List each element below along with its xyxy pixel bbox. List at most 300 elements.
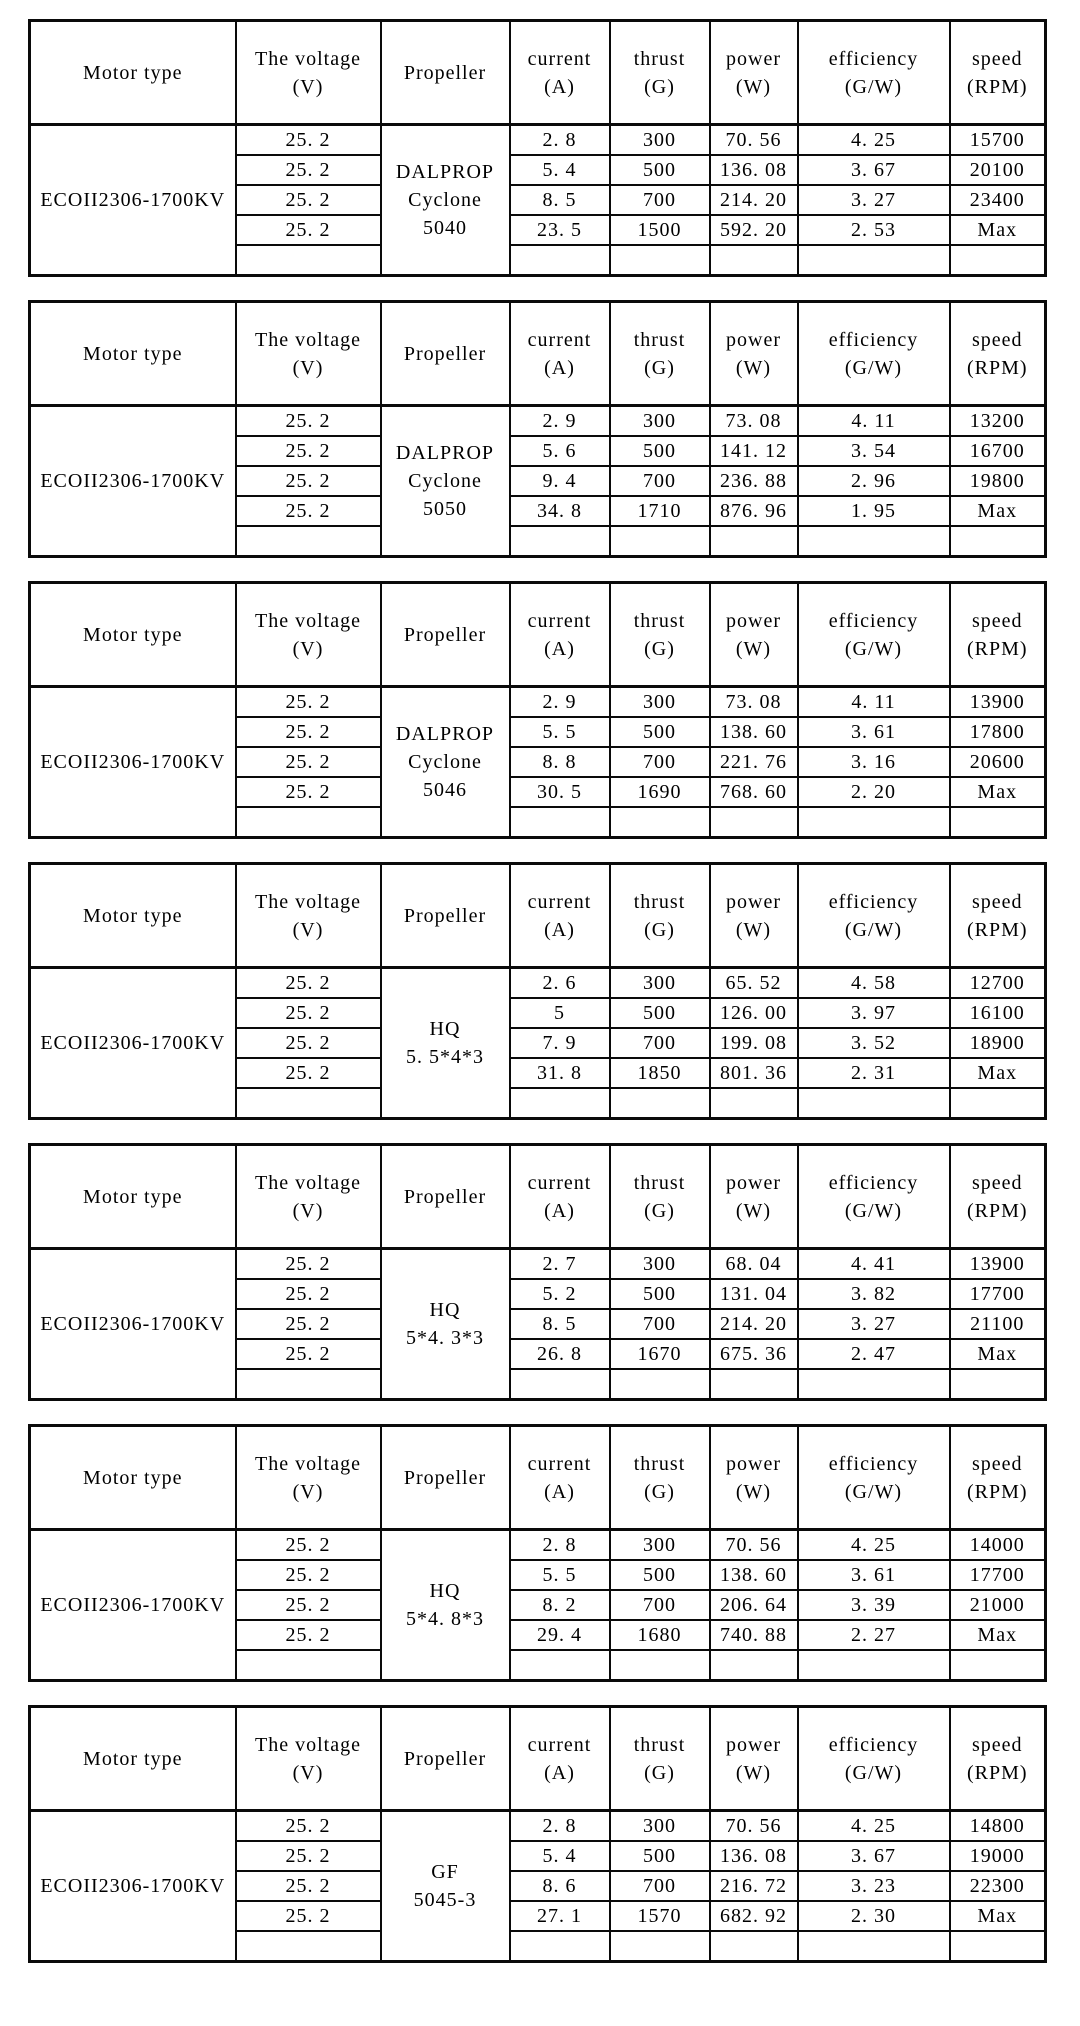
motor-type-cell-text: ECOII2306-1700KV [40, 189, 226, 211]
speed-cell [950, 1620, 1046, 1650]
header-cell-current-text: (A) [544, 356, 575, 379]
header-cell-efficiency-text: efficiency [828, 1452, 919, 1475]
header-cell-voltage-text: The voltage [255, 328, 361, 351]
current-cell [510, 406, 610, 437]
speed-cell [950, 1279, 1046, 1309]
voltage-cell [236, 1279, 381, 1309]
power-cell-text: 138. 60 [720, 721, 787, 743]
header-cell-current-text: (A) [544, 75, 575, 98]
data-row [30, 1811, 1046, 1842]
voltage-cell-text: 25. 2 [285, 781, 331, 803]
speed-cell [950, 406, 1046, 437]
header-cell-voltage-text: (V) [292, 918, 324, 941]
voltage-cell [236, 406, 381, 437]
header-cell-current-text: current [527, 328, 592, 351]
header-cell-current [510, 1426, 610, 1530]
header-cell-efficiency [798, 583, 950, 687]
empty-power-cell [710, 1369, 798, 1400]
speed-cell [950, 1811, 1046, 1842]
header-cell-current-text: (A) [544, 1480, 575, 1503]
current-cell-text: 27. 1 [537, 1905, 582, 1927]
header-cell-speed-text: (RPM) [966, 75, 1028, 98]
header-cell-motor-type-text: Motor type [83, 623, 183, 646]
speed-cell [950, 1058, 1046, 1088]
efficiency-cell [798, 155, 950, 185]
efficiency-cell-text: 2. 47 [851, 1343, 896, 1365]
efficiency-cell-text: 2. 96 [851, 470, 896, 492]
current-cell-text: 2. 8 [542, 129, 577, 151]
empty-efficiency-cell [798, 807, 950, 838]
speed-cell-text: 15700 [969, 129, 1025, 151]
speed-cell [950, 717, 1046, 747]
current-cell-text: 2. 7 [542, 1253, 577, 1275]
header-cell-speed-text: (RPM) [966, 1199, 1028, 1222]
propeller-cell-text: DALPROP [395, 723, 495, 745]
voltage-cell [236, 687, 381, 718]
voltage-cell [236, 1901, 381, 1931]
propeller-cell [381, 125, 510, 276]
voltage-cell-text: 25. 2 [285, 1002, 331, 1024]
efficiency-cell [798, 777, 950, 807]
efficiency-cell [798, 1058, 950, 1088]
motor-spec-table-4 [28, 862, 1047, 1120]
efficiency-cell [798, 496, 950, 526]
header-cell-propeller [381, 583, 510, 687]
header-cell-power-text: (W) [735, 637, 772, 660]
current-cell-text: 5 [554, 1002, 565, 1024]
propeller-cell-text: HQ [429, 1018, 461, 1040]
current-cell [510, 1309, 610, 1339]
speed-cell-text: 17800 [969, 721, 1025, 743]
data-row [30, 968, 1046, 999]
voltage-cell [236, 1590, 381, 1620]
speed-cell-text: 13900 [969, 691, 1025, 713]
efficiency-cell-text: 3. 27 [851, 189, 896, 211]
empty-power-cell [710, 1931, 798, 1962]
header-cell-efficiency-text: (G/W) [844, 356, 903, 379]
header-cell-propeller-text: Propeller [403, 623, 487, 646]
header-cell-motor-type-text: Motor type [83, 1185, 183, 1208]
speed-cell [950, 1309, 1046, 1339]
propeller-cell [381, 1249, 510, 1400]
header-cell-motor-type-text: Motor type [83, 342, 183, 365]
current-cell-text: 30. 5 [537, 781, 582, 803]
efficiency-cell [798, 1530, 950, 1561]
efficiency-cell-text: 3. 61 [851, 1564, 896, 1586]
power-cell [710, 1339, 798, 1369]
header-cell-current-text: (A) [544, 1761, 575, 1784]
current-cell [510, 717, 610, 747]
thrust-cell [610, 1339, 710, 1369]
header-cell-speed [950, 864, 1046, 968]
speed-cell [950, 215, 1046, 245]
voltage-cell-text: 25. 2 [285, 470, 331, 492]
voltage-cell [236, 1871, 381, 1901]
thrust-cell-text: 700 [643, 189, 676, 211]
power-cell [710, 1249, 798, 1280]
efficiency-cell-text: 2. 53 [851, 219, 896, 241]
current-cell-text: 8. 8 [542, 751, 577, 773]
efficiency-cell-text: 4. 25 [851, 1534, 896, 1556]
thrust-cell-text: 700 [643, 1594, 676, 1616]
propeller-cell [381, 1530, 510, 1681]
voltage-cell-text: 25. 2 [285, 1624, 331, 1646]
motor-type-cell [30, 406, 236, 557]
voltage-cell [236, 496, 381, 526]
header-cell-voltage [236, 302, 381, 406]
voltage-cell [236, 1811, 381, 1842]
header-cell-power [710, 583, 798, 687]
current-cell [510, 1901, 610, 1931]
voltage-cell-text: 25. 2 [285, 1905, 331, 1927]
speed-cell-text: Max [977, 1905, 1018, 1927]
power-cell [710, 215, 798, 245]
empty-current-cell [510, 1088, 610, 1119]
voltage-cell-text: 25. 2 [285, 1313, 331, 1335]
empty-power-cell [710, 807, 798, 838]
current-cell-text: 8. 6 [542, 1875, 577, 1897]
speed-cell-text: Max [977, 1343, 1018, 1365]
efficiency-cell [798, 1309, 950, 1339]
header-cell-current-text: (A) [544, 1199, 575, 1222]
header-cell-power-text: (W) [735, 918, 772, 941]
empty-efficiency-cell [798, 1931, 950, 1962]
propeller-cell-text: HQ [429, 1580, 461, 1602]
empty-current-cell [510, 1931, 610, 1962]
efficiency-cell [798, 125, 950, 156]
empty-voltage-cell [236, 807, 381, 838]
empty-current-cell [510, 1650, 610, 1681]
header-cell-thrust-text: thrust [633, 609, 686, 632]
power-cell-text: 199. 08 [720, 1032, 787, 1054]
speed-cell [950, 1339, 1046, 1369]
speed-cell-text: 21000 [969, 1594, 1025, 1616]
power-cell [710, 1871, 798, 1901]
header-cell-voltage-text: (V) [292, 1480, 324, 1503]
current-cell-text: 5. 6 [542, 440, 577, 462]
propeller-cell-text: DALPROP [395, 161, 495, 183]
header-cell-power-text: power [726, 609, 781, 632]
current-cell-text: 8. 2 [542, 1594, 577, 1616]
header-cell-motor-type [30, 864, 236, 968]
voltage-cell [236, 1249, 381, 1280]
power-cell-text: 876. 96 [720, 500, 787, 522]
power-cell [710, 406, 798, 437]
power-cell-text: 73. 08 [725, 691, 782, 713]
current-cell-text: 5. 4 [542, 159, 577, 181]
speed-cell [950, 1530, 1046, 1561]
propeller-cell-text: HQ [429, 1299, 461, 1321]
motor-spec-table-3 [28, 581, 1047, 839]
header-cell-current-text: (A) [544, 918, 575, 941]
header-cell-power-text: (W) [735, 75, 772, 98]
speed-cell [950, 998, 1046, 1028]
thrust-cell-text: 1850 [637, 1062, 682, 1084]
voltage-cell-text: 25. 2 [285, 1062, 331, 1084]
speed-cell-text: Max [977, 1624, 1018, 1646]
header-cell-power-text: (W) [735, 1480, 772, 1503]
motor-spec-table-5 [28, 1143, 1047, 1401]
empty-speed-cell [950, 245, 1046, 276]
header-cell-voltage-text: The voltage [255, 609, 361, 632]
thrust-cell [610, 968, 710, 999]
header-cell-voltage [236, 864, 381, 968]
current-cell [510, 125, 610, 156]
empty-thrust-cell [610, 526, 710, 557]
header-cell-efficiency-text: (G/W) [844, 1761, 903, 1784]
efficiency-cell [798, 1901, 950, 1931]
power-cell-text: 206. 64 [720, 1594, 787, 1616]
header-cell-speed-text: speed [971, 1452, 1023, 1475]
header-cell-thrust-text: thrust [633, 890, 686, 913]
current-cell-text: 2. 9 [542, 691, 577, 713]
thrust-cell [610, 687, 710, 718]
header-cell-efficiency-text: efficiency [828, 609, 919, 632]
header-cell-speed-text: (RPM) [966, 918, 1028, 941]
power-cell [710, 1560, 798, 1590]
thrust-cell-text: 700 [643, 751, 676, 773]
thrust-cell [610, 406, 710, 437]
voltage-cell [236, 968, 381, 999]
efficiency-cell [798, 687, 950, 718]
voltage-cell [236, 998, 381, 1028]
header-cell-thrust [610, 864, 710, 968]
thrust-cell [610, 1530, 710, 1561]
power-cell [710, 1058, 798, 1088]
speed-cell [950, 1871, 1046, 1901]
header-cell-voltage-text: The voltage [255, 890, 361, 913]
voltage-cell-text: 25. 2 [285, 751, 331, 773]
efficiency-cell-text: 2. 27 [851, 1624, 896, 1646]
current-cell-text: 2. 8 [542, 1534, 577, 1556]
voltage-cell [236, 155, 381, 185]
header-cell-propeller [381, 1426, 510, 1530]
efficiency-cell [798, 466, 950, 496]
thrust-cell-text: 500 [643, 1564, 676, 1586]
efficiency-cell-text: 4. 41 [851, 1253, 896, 1275]
efficiency-cell-text: 3. 97 [851, 1002, 896, 1024]
thrust-cell-text: 300 [643, 1534, 676, 1556]
empty-thrust-cell [610, 245, 710, 276]
speed-cell-text: 17700 [969, 1283, 1025, 1305]
empty-power-cell [710, 245, 798, 276]
header-cell-efficiency-text: efficiency [828, 47, 919, 70]
current-cell [510, 1028, 610, 1058]
header-cell-current [510, 21, 610, 125]
thrust-cell-text: 500 [643, 1283, 676, 1305]
power-cell-text: 236. 88 [720, 470, 787, 492]
header-cell-current [510, 583, 610, 687]
empty-efficiency-cell [798, 1369, 950, 1400]
header-cell-thrust-text: thrust [633, 47, 686, 70]
efficiency-cell-text: 3. 67 [851, 1845, 896, 1867]
header-cell-propeller [381, 1707, 510, 1811]
power-cell [710, 1901, 798, 1931]
voltage-cell [236, 717, 381, 747]
header-cell-power [710, 864, 798, 968]
header-cell-speed-text: (RPM) [966, 637, 1028, 660]
header-cell-speed-text: speed [971, 890, 1023, 913]
speed-cell [950, 1901, 1046, 1931]
efficiency-cell [798, 1028, 950, 1058]
power-cell [710, 185, 798, 215]
voltage-cell-text: 25. 2 [285, 1283, 331, 1305]
data-row [30, 1530, 1046, 1561]
propeller-cell [381, 968, 510, 1119]
header-cell-propeller-text: Propeller [403, 61, 487, 84]
motor-spec-table-2 [28, 300, 1047, 558]
current-cell [510, 185, 610, 215]
empty-current-cell [510, 245, 610, 276]
header-cell-voltage-text: The voltage [255, 47, 361, 70]
power-cell-text: 70. 56 [725, 129, 782, 151]
motor-spec-table-7 [28, 1705, 1047, 1963]
voltage-cell-text: 25. 2 [285, 1534, 331, 1556]
header-row [30, 1145, 1046, 1249]
header-cell-thrust-text: (G) [644, 1480, 675, 1503]
voltage-cell-text: 25. 2 [285, 410, 331, 432]
voltage-cell-text: 25. 2 [285, 159, 331, 181]
header-cell-voltage [236, 1426, 381, 1530]
power-cell [710, 1811, 798, 1842]
thrust-cell-text: 1690 [637, 781, 682, 803]
empty-efficiency-cell [798, 526, 950, 557]
current-cell-text: 31. 8 [537, 1062, 582, 1084]
speed-cell [950, 687, 1046, 718]
header-cell-propeller [381, 21, 510, 125]
current-cell-text: 23. 5 [537, 219, 582, 241]
current-cell [510, 998, 610, 1028]
empty-voltage-cell [236, 1369, 381, 1400]
current-cell-text: 7. 9 [542, 1032, 577, 1054]
motor-type-cell [30, 1530, 236, 1681]
current-cell-text: 9. 4 [542, 470, 577, 492]
speed-cell [950, 1590, 1046, 1620]
voltage-cell-text: 25. 2 [285, 1253, 331, 1275]
thrust-cell [610, 496, 710, 526]
header-cell-speed-text: (RPM) [966, 1761, 1028, 1784]
speed-cell [950, 1841, 1046, 1871]
data-row [30, 1249, 1046, 1280]
header-row [30, 1426, 1046, 1530]
current-cell [510, 1841, 610, 1871]
current-cell [510, 1058, 610, 1088]
efficiency-cell [798, 968, 950, 999]
propeller-cell [381, 406, 510, 557]
power-cell-text: 214. 20 [720, 189, 787, 211]
header-row [30, 21, 1046, 125]
thrust-cell-text: 500 [643, 159, 676, 181]
header-cell-power-text: power [726, 328, 781, 351]
power-cell-text: 214. 20 [720, 1313, 787, 1335]
power-cell [710, 155, 798, 185]
current-cell [510, 496, 610, 526]
thrust-cell [610, 1560, 710, 1590]
speed-cell-text: Max [977, 1062, 1018, 1084]
motor-type-cell-text: ECOII2306-1700KV [40, 1875, 226, 1897]
propeller-cell-text: 5040 [423, 217, 467, 239]
header-cell-speed-text: speed [971, 1733, 1023, 1756]
thrust-cell [610, 436, 710, 466]
power-cell [710, 968, 798, 999]
header-cell-power [710, 302, 798, 406]
current-cell-text: 29. 4 [537, 1624, 582, 1646]
header-cell-motor-type [30, 583, 236, 687]
thrust-cell [610, 998, 710, 1028]
power-cell-text: 73. 08 [725, 410, 782, 432]
propeller-cell [381, 687, 510, 838]
header-cell-motor-type [30, 1426, 236, 1530]
header-cell-motor-type [30, 1707, 236, 1811]
empty-voltage-cell [236, 1088, 381, 1119]
efficiency-cell [798, 215, 950, 245]
thrust-cell [610, 1590, 710, 1620]
thrust-cell [610, 1841, 710, 1871]
efficiency-cell [798, 717, 950, 747]
header-cell-propeller-text: Propeller [403, 1466, 487, 1489]
header-cell-voltage [236, 21, 381, 125]
efficiency-cell-text: 2. 20 [851, 781, 896, 803]
efficiency-cell [798, 1841, 950, 1871]
speed-cell [950, 155, 1046, 185]
header-cell-propeller [381, 1145, 510, 1249]
header-cell-power-text: (W) [735, 1199, 772, 1222]
efficiency-cell-text: 4. 25 [851, 129, 896, 151]
current-cell [510, 436, 610, 466]
header-cell-propeller-text: Propeller [403, 1747, 487, 1770]
current-cell-text: 2. 8 [542, 1815, 577, 1837]
efficiency-cell [798, 1279, 950, 1309]
speed-cell-text: 14800 [969, 1815, 1025, 1837]
thrust-cell [610, 125, 710, 156]
current-cell [510, 1560, 610, 1590]
empty-power-cell [710, 1088, 798, 1119]
header-cell-thrust [610, 1145, 710, 1249]
current-cell [510, 1530, 610, 1561]
speed-cell-text: 12700 [969, 972, 1025, 994]
power-cell-text: 131. 04 [720, 1283, 787, 1305]
thrust-cell [610, 215, 710, 245]
empty-speed-cell [950, 1931, 1046, 1962]
propeller-cell-text: 5*4. 3*3 [406, 1327, 484, 1349]
header-cell-motor-type-text: Motor type [83, 1747, 183, 1770]
voltage-cell [236, 215, 381, 245]
efficiency-cell [798, 1339, 950, 1369]
header-cell-thrust-text: thrust [633, 1171, 686, 1194]
speed-cell [950, 968, 1046, 999]
header-cell-efficiency-text: (G/W) [844, 75, 903, 98]
current-cell-text: 5. 5 [542, 1564, 577, 1586]
power-cell [710, 1028, 798, 1058]
empty-thrust-cell [610, 1369, 710, 1400]
propeller-cell-text: 5045-3 [413, 1889, 477, 1911]
propeller-cell-text: 5046 [423, 779, 467, 801]
header-cell-thrust-text: thrust [633, 1452, 686, 1475]
voltage-cell-text: 25. 2 [285, 1032, 331, 1054]
header-cell-efficiency [798, 1707, 950, 1811]
header-cell-voltage [236, 1707, 381, 1811]
empty-voltage-cell [236, 1931, 381, 1962]
efficiency-cell-text: 3. 23 [851, 1875, 896, 1897]
current-cell [510, 747, 610, 777]
voltage-cell [236, 1058, 381, 1088]
header-row [30, 864, 1046, 968]
speed-cell-text: 20600 [969, 751, 1025, 773]
header-cell-efficiency-text: (G/W) [844, 1480, 903, 1503]
current-cell [510, 687, 610, 718]
propeller-cell-text: 5050 [423, 498, 467, 520]
header-cell-efficiency [798, 21, 950, 125]
